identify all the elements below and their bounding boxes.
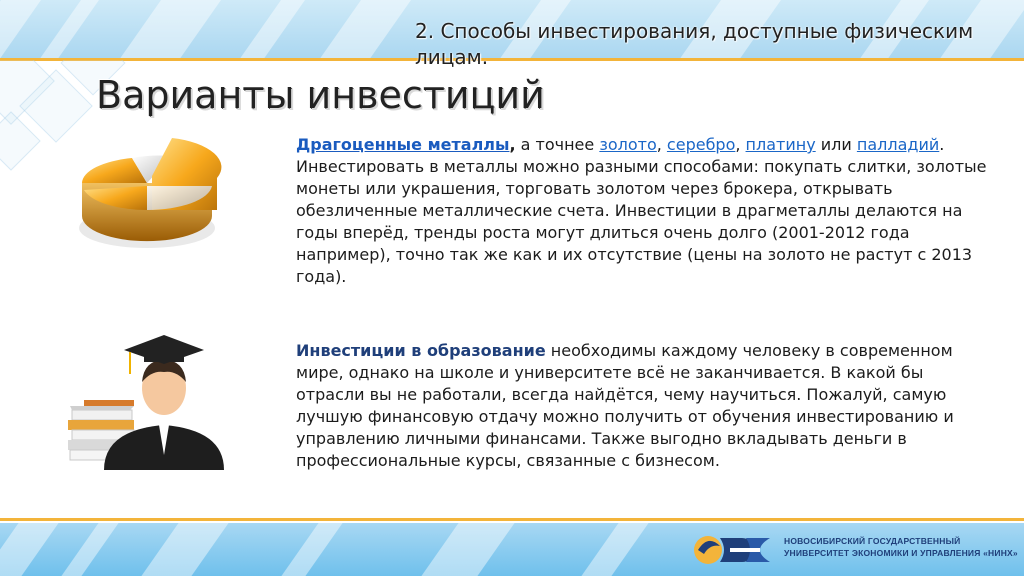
text: . Инвестировать в металлы можно разными способами: покупать слитки, золотые монеты или украшения, торговать золотом через брокера, открывать обезличенные металлические счета. Инвестиции в драгметаллы делаются на годы вперёд, тренды роста могут длиться очень долго (2001-2012 года например), точно так же как и их отсутствие (цены на золото не растут с 2013 года).: [296, 135, 987, 286]
graduate-with-books-icon: [64, 330, 224, 470]
banner-stripe: [0, 523, 59, 576]
university-name-line2: УНИВЕРСИТЕТ ЭКОНОМИКИ И УПРАВЛЕНИЯ «НИНХ»: [784, 548, 1018, 558]
banner-stripe: [281, 523, 342, 576]
banner-stripe: [319, 0, 411, 60]
education-keyword: Инвестиции в образование: [296, 341, 546, 360]
text: а точнее: [515, 135, 600, 154]
text: необходимы каждому человеку в современном мире, однако на школе и университете всё не заканчивается. В какой бы отрасли вы не работали, всегда найдётся, чему научиться. Пожалуй, самую лучшую финансовую отдачу можно получить от обучения инвестированию и управлению личными финансами. Также выгодно вкладывать деньги в профессиональные курсы, связанные с бизнесом.: [296, 341, 954, 470]
university-name-line1: НОВОСИБИРСКИЙ ГОСУДАРСТВЕННЫЙ: [784, 536, 961, 546]
banner-stripe: [581, 523, 648, 576]
text: ,: [656, 135, 667, 154]
education-paragraph: [296, 340, 996, 472]
banner-stripe: [141, 523, 228, 576]
palladium-link[interactable]: палладий: [856, 135, 940, 154]
silver-link[interactable]: серебро: [666, 135, 736, 154]
text: ,: [735, 135, 746, 154]
banner-stripe: [421, 523, 514, 576]
page-title: Варианты инвестиций: [96, 73, 545, 117]
precious-metals-link[interactable]: Драгоценные металлы: [296, 135, 510, 154]
gold-link[interactable]: золото: [599, 135, 657, 154]
banner-stripe: [119, 0, 221, 60]
university-name: [784, 535, 1018, 559]
precious-metals-paragraph: [296, 134, 996, 288]
banner-stripe: [0, 0, 41, 60]
text: или: [815, 135, 857, 154]
banner-stripe: [61, 523, 118, 576]
platinum-link[interactable]: платину: [745, 135, 816, 154]
comma: ,: [509, 135, 516, 154]
section-title: 2. Способы инвестирования, доступные физическим лицам.: [415, 19, 974, 69]
banner-stripe: [39, 0, 99, 60]
university-logo-icon: [690, 530, 780, 570]
gold-pie-chart-icon: [72, 128, 222, 253]
bottom-gold-divider: [0, 518, 1024, 521]
banner-stripe: [239, 0, 305, 60]
